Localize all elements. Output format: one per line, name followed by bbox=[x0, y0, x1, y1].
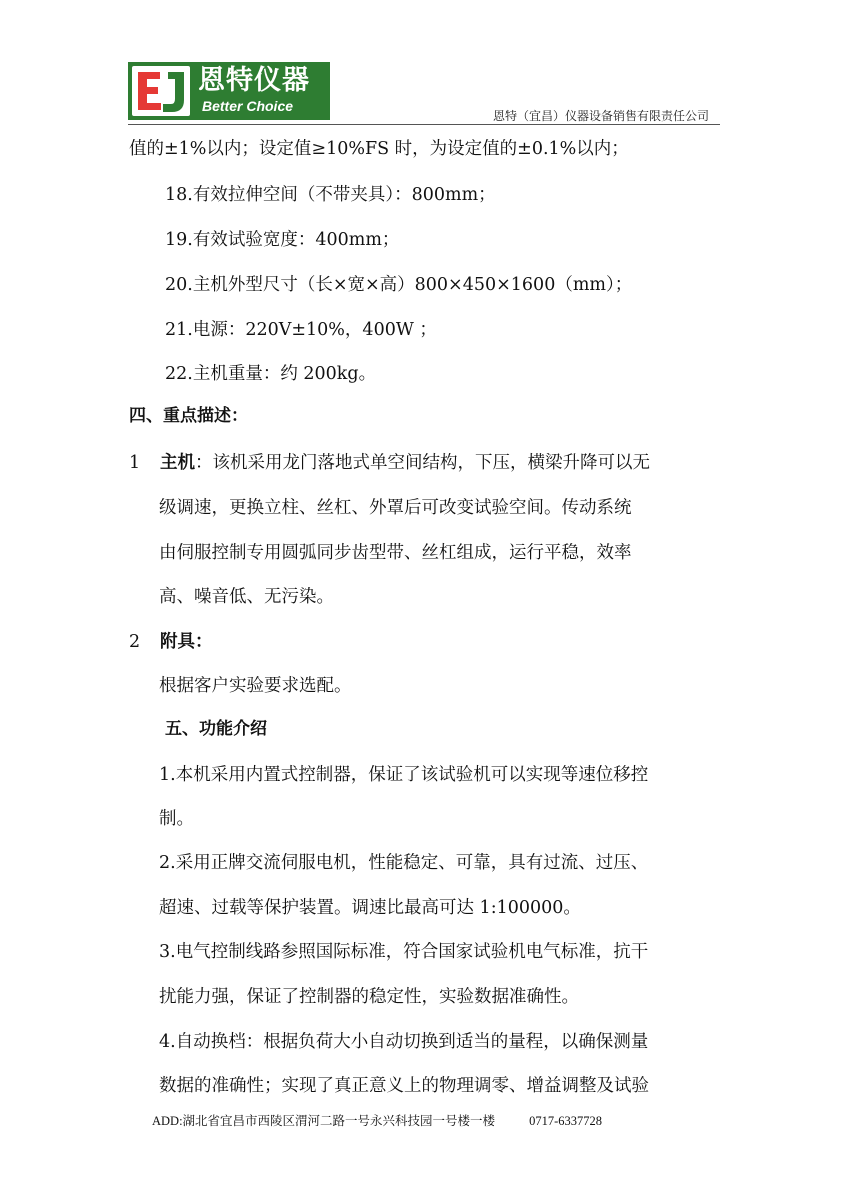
key-item-2-line-2: 根据客户实验要求选配。 bbox=[159, 676, 352, 696]
logo-ej-icon bbox=[132, 66, 190, 116]
feature-1-line-1: 1.本机采用内置式控制器，保证了该试验机可以实现等速位移控 bbox=[159, 765, 649, 785]
spec-item-20: 20.主机外型尺寸（长×宽×高）800×450×1600（mm）； bbox=[165, 275, 633, 295]
feature-3-line-2: 扰能力强，保证了控制器的稳定性，实验数据准确性。 bbox=[159, 987, 579, 1007]
spec-item-18: 18.有效拉伸空间（不带夹具）：800mm； bbox=[165, 185, 496, 205]
key-item-2-label: 附具： bbox=[160, 632, 213, 652]
logo-chinese-name: 恩特仪器 bbox=[198, 65, 310, 96]
page-footer bbox=[152, 1111, 602, 1129]
spec-line-continued: 值的±1%以内；设定值≥10%FS 时，为设定值的±0.1%以内； bbox=[129, 139, 629, 159]
spec-item-21: 21.电源：220V±10%，400W ； bbox=[165, 320, 437, 340]
key-item-1-line-1 bbox=[129, 451, 650, 475]
key-item-1-label: 主机 bbox=[160, 453, 195, 473]
company-logo bbox=[128, 62, 330, 120]
company-name: 恩特（宜昌）仪器设备销售有限责任公司 bbox=[492, 109, 709, 123]
key-item-1-line-4: 高、噪音低、无污染。 bbox=[159, 587, 334, 607]
feature-2-line-2: 超速、过载等保护装置。调速比最高可达 1:100000。 bbox=[159, 898, 581, 918]
key-item-1-line-2: 级调速，更换立柱、丝杠、外罩后可改变试验空间。传动系统 bbox=[159, 498, 632, 518]
key-item-1-line-3: 由伺服控制专用圆弧同步齿型带、丝杠组成，运行平稳，效率 bbox=[159, 543, 632, 563]
key-item-1-text: ：该机采用龙门落地式单空间结构，下压，横梁升降可以无 bbox=[195, 453, 650, 473]
header-divider bbox=[128, 124, 720, 125]
section-5-title: 五、功能介绍 bbox=[165, 719, 267, 739]
feature-4-line-2: 数据的准确性；实现了真正意义上的物理调零、增益调整及试验 bbox=[159, 1076, 649, 1096]
key-item-2-number: 2 bbox=[129, 632, 141, 652]
footer-address: ADD:湖北省宜昌市西陵区渭河二路一号永兴科技园一号楼一楼 bbox=[152, 1114, 496, 1128]
key-item-1-number: 1 bbox=[129, 453, 141, 473]
spec-item-22: 22.主机重量：约 200kg。 bbox=[165, 364, 377, 384]
section-4-title: 四、重点描述： bbox=[129, 406, 248, 426]
feature-4-line-1: 4.自动换档：根据负荷大小自动切换到适当的量程，以确保测量 bbox=[159, 1032, 649, 1052]
spec-item-19: 19.有效试验宽度：400mm； bbox=[165, 230, 400, 250]
logo-slogan: Better Choice bbox=[202, 98, 294, 114]
feature-3-line-1: 3.电气控制线路参照国际标准，符合国家试验机电气标准，抗干 bbox=[159, 942, 649, 962]
feature-2-line-1: 2.采用正牌交流伺服电机，性能稳定、可靠，具有过流、过压、 bbox=[159, 853, 649, 873]
feature-1-line-2: 制。 bbox=[159, 809, 194, 829]
footer-phone: 0717-6337728 bbox=[529, 1114, 602, 1128]
key-item-2-line-1 bbox=[129, 630, 213, 654]
